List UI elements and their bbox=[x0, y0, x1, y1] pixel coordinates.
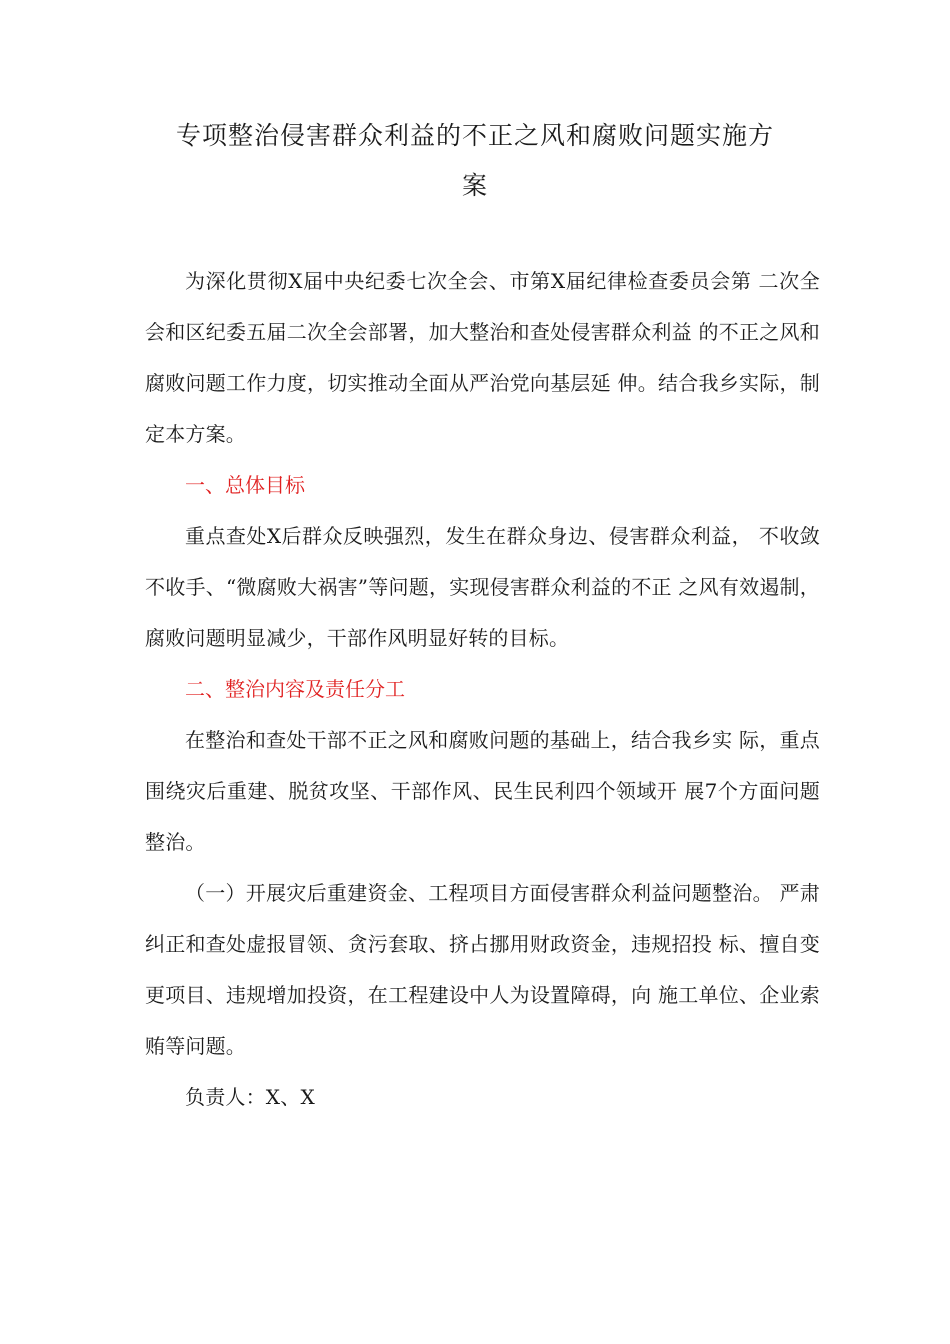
section-heading-rectification-content: 二、整治内容及责任分工 bbox=[185, 677, 405, 701]
intro-paragraph: 为深化贯彻X届中央纪委七次全会、市第X届纪律检查委员会第 二次全会和区纪委五届二次全会部署，加大整治和查处侵害群众利益 的不正之风和腐败问题工作力度，切实推动全面从严治党向基层延 伸。结合我乡实际，制定本方案。 bbox=[145, 269, 820, 446]
section-heading-overall-goal: 一、总体目标 bbox=[185, 473, 305, 497]
responsible-person-line: 负责人：X、X bbox=[185, 1085, 315, 1109]
document-body bbox=[145, 256, 820, 1123]
document-title-line-2: 案 bbox=[461, 171, 488, 200]
overall-goal-paragraph: 重点查处X后群众反映强烈，发生在群众身边、侵害群众利益， 不收敛不收手、“微腐败大祸害”等问题，实现侵害群众利益的不正 之风有效遏制，腐败问题明显减少，干部作风明显好转的目标。 bbox=[145, 524, 820, 650]
rectification-content-paragraph: 在整治和查处干部不正之风和腐败问题的基础上，结合我乡实 际，重点围绕灾后重建、脱贫攻坚、干部作风、民生民利四个领域开 展7个方面问题整治。 bbox=[145, 728, 820, 854]
rectification-item-1-paragraph: （一）开展灾后重建资金、工程项目方面侵害群众利益问题整治。 严肃纠正和查处虚报冒领、贪污套取、挤占挪用财政资金，违规招投 标、擅自变更项目、违规增加投资，在工程建设中人为设置障碍，向 施工单位、企业索贿等问题。 bbox=[145, 881, 820, 1058]
document-title-line-1: 专项整治侵害群众利益的不正之风和腐败问题实施方 bbox=[175, 121, 774, 150]
